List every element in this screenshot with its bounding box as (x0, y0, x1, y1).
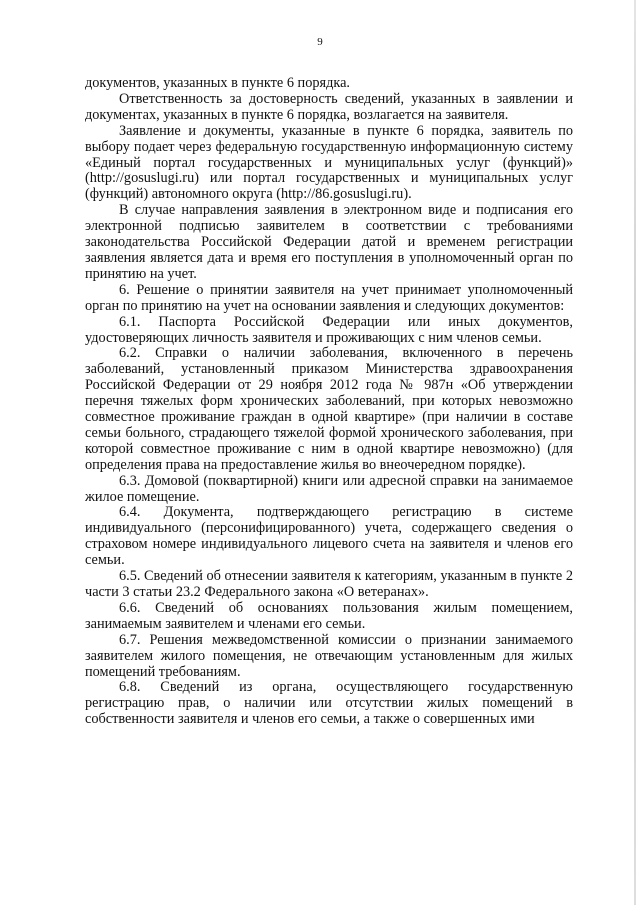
paragraph-item-6-4: 6.4. Документа, подтверждающего регистрацию в системе индивидуального (персонифицированного) учета, содержащего сведения о страховом номере индивидуального лицевого счета на заявителя и членов его семьи. (85, 504, 573, 569)
paragraph-item-6-1: 6.1. Паспорта Российской Федерации или иных документов, удостоверяющих личность заявителя и проживающих с ним членов семьи. (85, 313, 573, 346)
paragraph-electronic-submission: В случае направления заявления в электронном виде и подписания его электронной подписью заявителем в соответствии с требованиями законодательства Российской Федерации датой и временем регистрации заявления является дата и время его поступления в уполномоченный орган по принятию на учет. (85, 202, 573, 282)
paragraph-item-6-3: 6.3. Домовой (поквартирной) книги или адресной справки на занимаемое жилое помещение. (85, 472, 573, 505)
paragraph-responsibility: Ответственность за достоверность сведений, указанных в заявлении и документах, указанных в пункте 6 порядка, возлагается на заявителя. (85, 90, 573, 123)
page-number: 9 (317, 36, 323, 48)
paragraph-item-6-8: 6.8. Сведений из органа, осуществляющего государственную регистрацию прав, о наличии или отсутствии жилых помещений в собственности заявителя и членов его семьи, а также о совершенных ими (85, 679, 573, 728)
paragraph-item-6-2: 6.2. Справки о наличии заболевания, включенного в перечень заболеваний, установленный приказом Министерства здравоохранения Российской Федерации от 29 ноября 2012 года № 987н «Об утверждении перечня тяжелых форм хронических заболеваний, при которых невозможно совместное проживание граждан в одной квартире» (при наличии в составе семьи больного, страдающего тяжелой формой хронического заболевания, при которой совместное проживание с ним в одной квартире невозможно) (для определения права на предоставление жилья во внеочередном порядке). (85, 345, 573, 473)
paragraph-item-6-5: 6.5. Сведений об отнесении заявителя к категориям, указанным в пункте 2 части 3 статьи 23.2 Федерального закона «О ветеранах». (85, 568, 573, 600)
paragraph-item-6-7: 6.7. Решения межведомственной комиссии о признании занимаемого заявителем жилого помещения, не отвечающим установленным для жилых помещений требованиям. (85, 631, 573, 680)
paragraph-item-6: 6. Решение о принятии заявителя на учет принимает уполномоченный орган по принятию на учет на основании заявления и следующих документов: (85, 281, 573, 314)
scan-edge-shadow (634, 0, 636, 905)
paragraph-item-6-6: 6.6. Сведений об основаниях пользования жилым помещением, занимаемым заявителем и членами его семьи. (85, 599, 573, 632)
document-body (85, 76, 573, 728)
paragraph-continuation: документов, указанных в пункте 6 порядка. (85, 75, 350, 91)
paragraph-submission-channels: Заявление и документы, указанные в пункте 6 порядка, заявитель по выбору подает через федеральную государственную информационную систему «Единый портал государственных и муниципальных услуг (функций)» (http://gosuslugi.ru) или портал государственных и муниципальных услуг (функций) автономного округа (http://86.gosuslugi.ru). (85, 122, 573, 203)
